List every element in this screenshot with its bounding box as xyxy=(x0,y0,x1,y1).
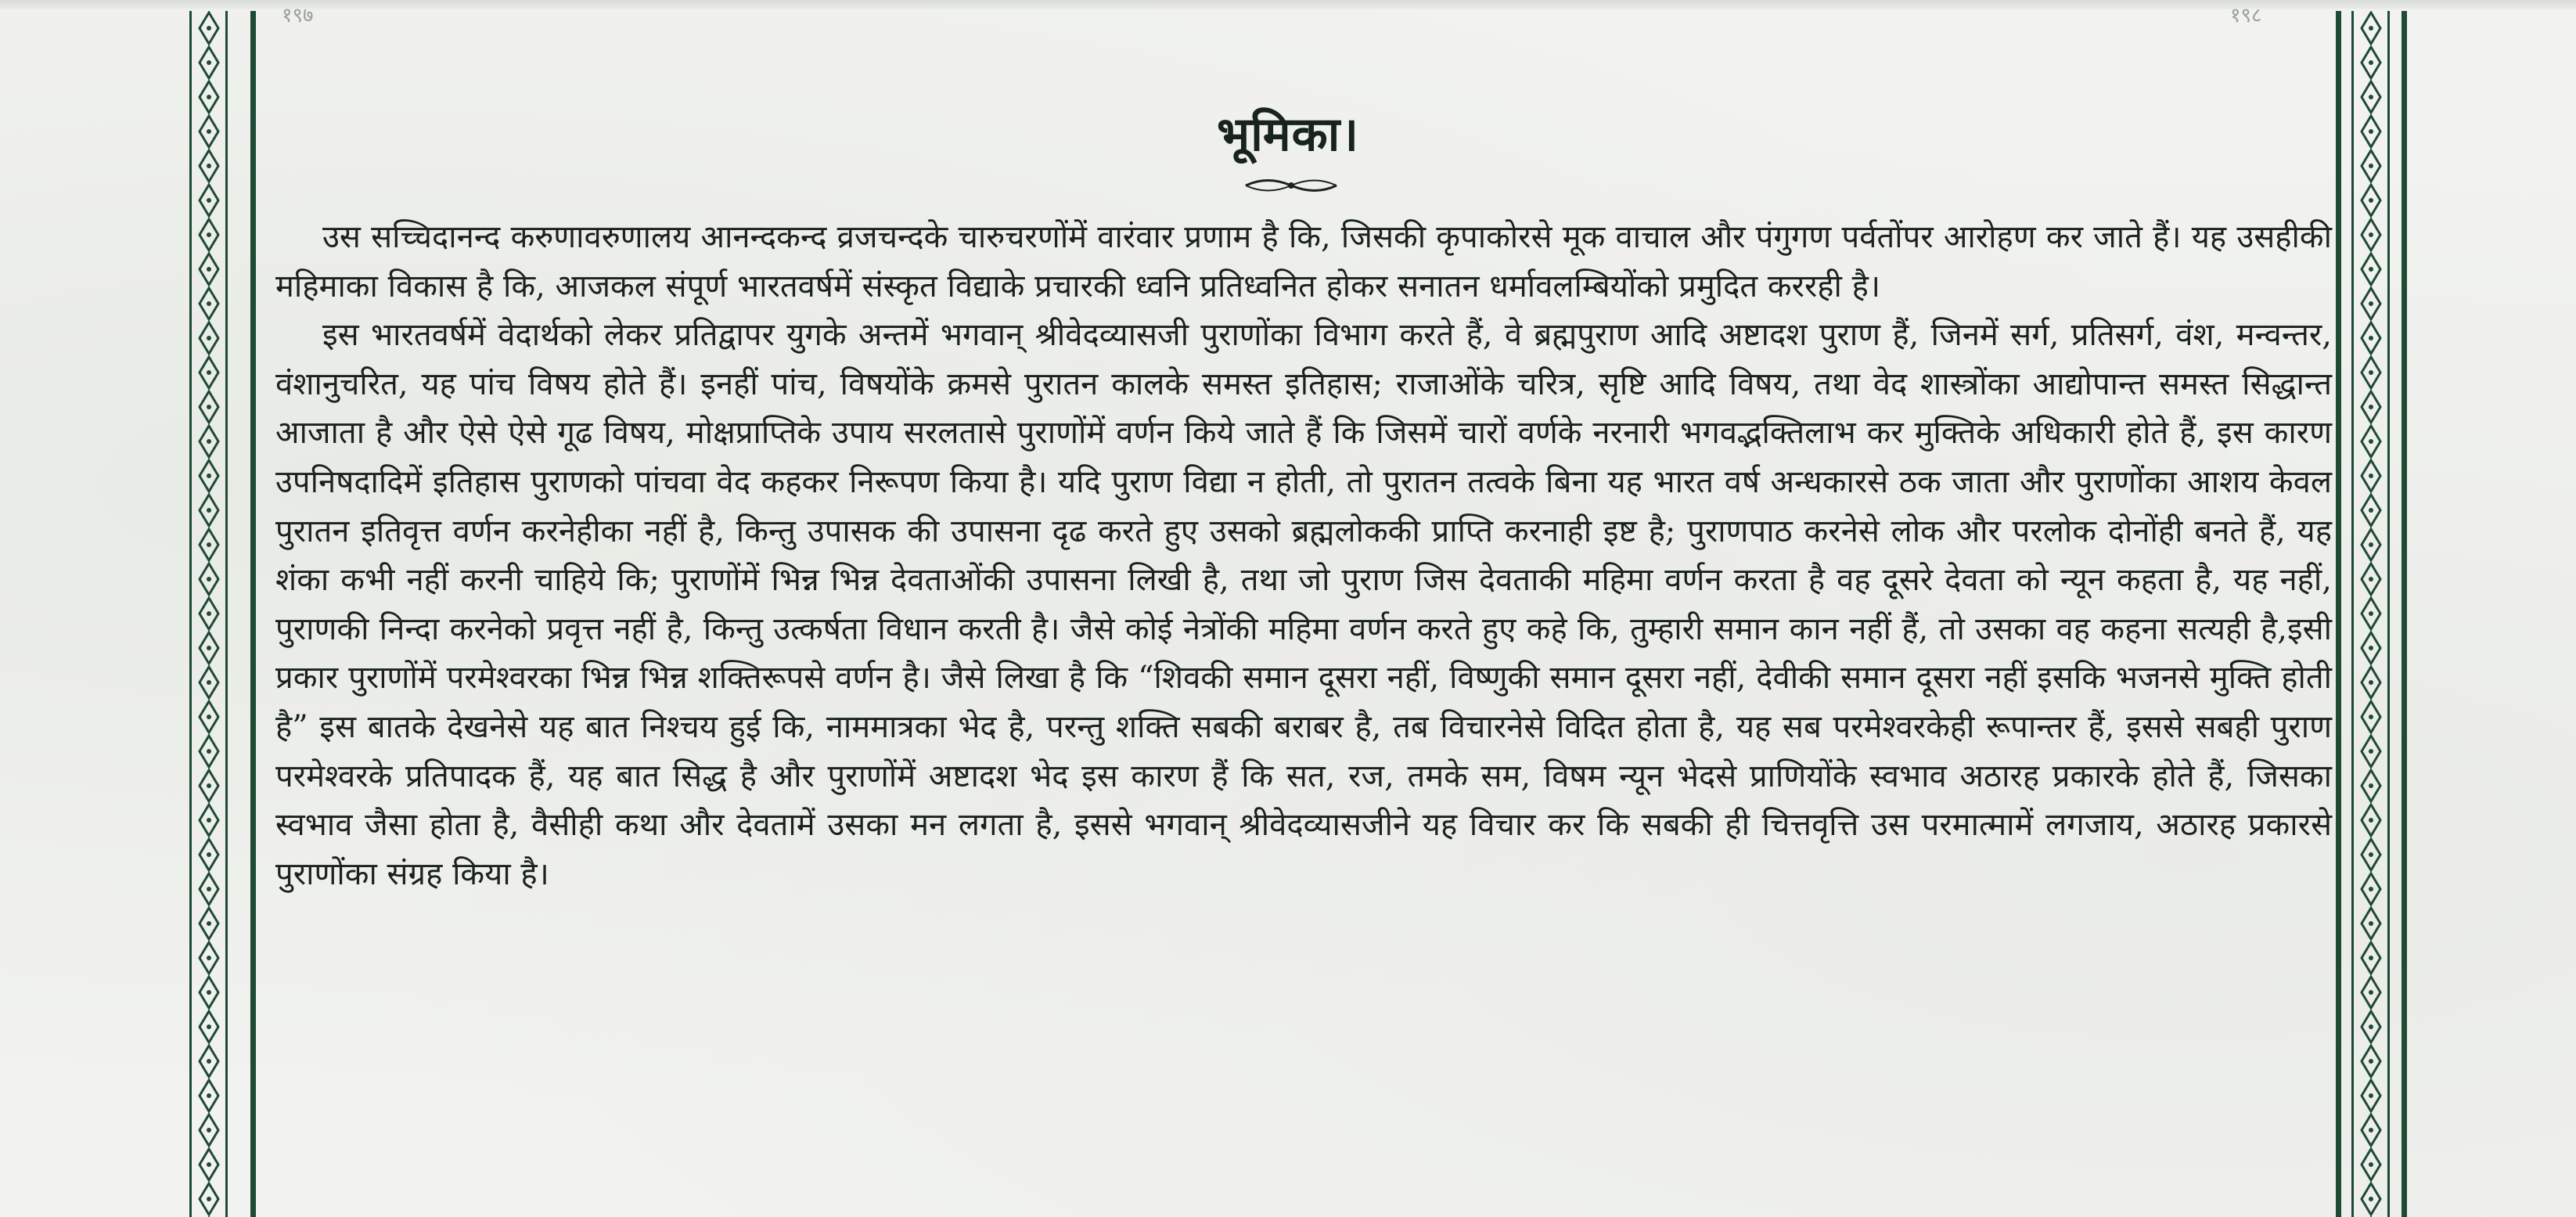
right-decorative-border xyxy=(2336,11,2414,1217)
title-ornament-icon xyxy=(1244,174,1338,197)
body-text xyxy=(275,213,2332,898)
paragraph-2: इस भारतवर्षमें वेदार्थको लेकर प्रतिद्वापर युगके अन्तमें भगवान् श्रीवेदव्यासजी पुराणोंका विभाग करते हैं, वे ब्रह्मपुराण आदि अष्टादश पुराण हैं, जिनमें सर्ग, प्रतिसर्ग, वंश, मन्वन्तर, वंशानुचरित, यह पांच विषय होते हैं। इनहीं पांच, विषयोंके क्रमसे पुरातन कालके समस्त इतिहास; राजाओंके चरित्र, सृष्टि आदि विषय, तथा वेद शास्त्रोंका आद्योपान्त समस्त सिद्धान्त आजाता है और ऐसे ऐसे गूढ विषय, मोक्षप्राप्तिके उपाय सरलतासे पुराणोंमें वर्णन किये जाते हैं कि जिसमें चारों वर्णके नरनारी भगवद्भक्तिलाभ कर मुक्तिके अधिकारी होते हैं, इस कारण उपनिषदादिमें इतिहास पुराणको पांचवा वेद कहकर निरूपण किया है। यदि पुराण विद्या न होती, तो पुरातन तत्वके बिना यह भारत वर्ष अन्धकारसे ठक जाता और पुराणोंका आशय केवल पुरातन इतिवृत्त वर्णन करनेहीका नहीं है, किन्तु उपासक की उपासना दृढ करते हुए उसको ब्रह्मलोककी प्राप्ति करनाही इष्ट है; पुराणपाठ करनेसे लोक और परलोक दोनोंही बनते हैं, यह शंका कभी नहीं करनी चाहिये कि; पुराणोंमें भिन्न भिन्न देवताओंकी उपासना लिखी है, तथा जो पुराण जिस देवताकी महिमा वर्णन करता है वह दूसरे देवता को न्यून कहता है, यह नहीं, पुराणकी निन्दा करनेको प्रवृत्त नहीं है, किन्तु उत्कर्षता विधान करती है। जैसे कोई नेत्रोंकी महिमा वर्णन करते हुए कहे कि, तुम्हारी समान कान नहीं हैं, तो उसका वह कहना सत्यही है,इसी प्रकार पुराणोंमें परमेश्वरका भिन्न भिन्न शक्तिरूपसे वर्णन है। जैसे लिखा है कि “शिवकी समान दूसरा नहीं, विष्णुकी समान दूसरा नहीं, देवीकी समान दूसरा नहीं इसकि भजनसे मुक्ति होती है” इस बातके देखनेसे यह बात निश्चय हुई कि, नाममात्रका भेद है, परन्तु शक्ति सबकी बराबर है, तब विचारनेसे विदित होता है, यह सब परमेश्वरकेही रूपान्तर हैं, इससे सबही पुराण परमेश्वरके प्रतिपादक हैं, यह बात सिद्ध है और पुराणोंमें अष्टादश भेद इस कारण हैं कि सत, रज, तमके सम, विषम न्यून भेदसे प्राणियोंके स्वभाव अठारह प्रकारके होते हैं, जिसका स्वभाव जैसा होता है, वैसीही कथा और देवतामें उसका मन लगता है, इससे भगवान् श्रीवेदव्यासजीने यह विचार कर कि सबकी ही चित्तवृत्ति उस परमात्मामें लगजाय, अठारह प्रकारसे पुराणोंका संग्रह किया है। xyxy=(275,317,2332,892)
page-number-right: १९८ xyxy=(2230,4,2262,27)
left-decorative-border xyxy=(188,11,258,1217)
left-diamond-chain-icon xyxy=(197,11,221,1217)
right-diamond-chain-icon xyxy=(2359,11,2383,1217)
page-top-edge xyxy=(0,0,2576,9)
paragraph-1: उस सच्चिदानन्द करुणावरुणालय आनन्दकन्द व्रजचन्दके चारुचरणोंमें वारंवार प्रणाम है कि, जिसकी कृपाकोरसे मूक वाचाल और पंगुगण पर्वतोंपर आरोहण कर जाते हैं। यह उसहीकी महिमाका विकास है कि, आजकल संपूर्ण भारतवर्षमें संस्कृत विद्याके प्रचारकी ध्वनि प्रतिध्वनित होकर सनातन धर्मावलम्बियोंको प्रमुदित कररही है। xyxy=(275,219,2332,304)
page-number-left: १९७ xyxy=(282,4,314,27)
page-title: भूमिका। xyxy=(1217,107,1359,162)
